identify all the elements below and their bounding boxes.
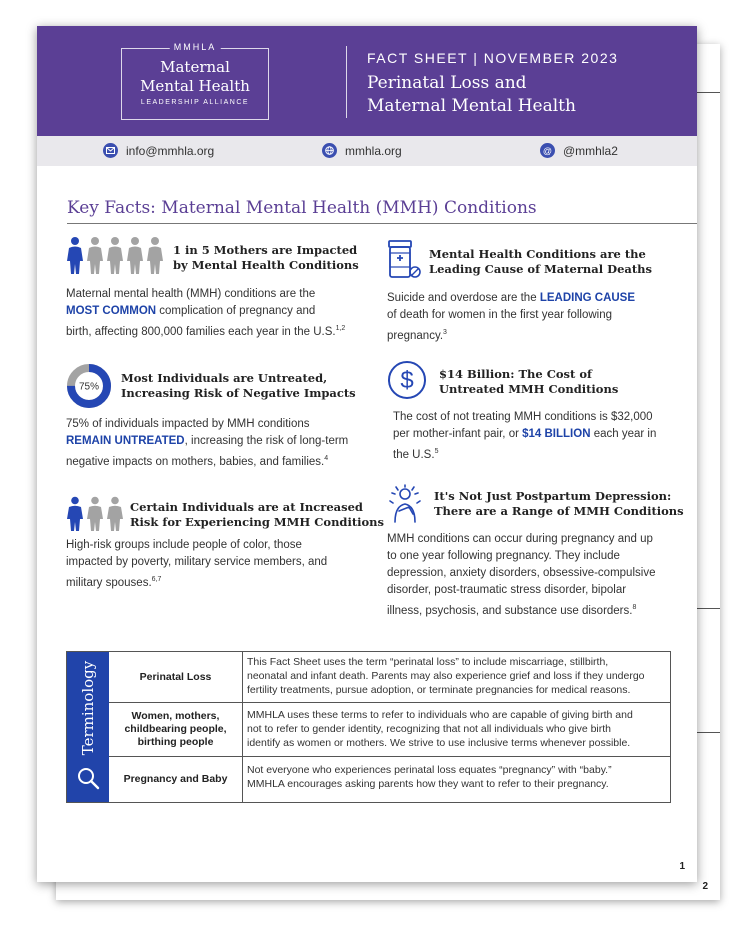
sheet-label: FACT SHEET | NOVEMBER 2023 <box>367 50 619 66</box>
contact-social[interactable] <box>540 143 618 158</box>
heading-line: There are a Range of MMH Conditions <box>434 504 684 518</box>
page-title <box>367 72 576 118</box>
globe-icon <box>322 143 337 158</box>
term-definition <box>247 763 667 791</box>
body-line: impacted by poverty, military service members, and <box>66 556 328 568</box>
fact-range-heading <box>434 489 684 519</box>
heading-line: Mental Health Conditions are the <box>429 247 646 261</box>
body-text: each year in <box>593 428 657 440</box>
definition-line: identify as women or mothers. We strive to use inclusive terms whenever possible. <box>247 737 631 749</box>
definition-line: fertility treatments, pursue adoption, or terminate pregnancies for medical reasons. <box>247 684 631 696</box>
heading-line: Untreated MMH Conditions <box>439 382 619 396</box>
fact-leading-heading <box>429 247 652 277</box>
definition-line: MMHLA uses these terms to refer to individuals who are capable of giving birth and <box>247 709 633 721</box>
dollar-icon <box>387 360 427 400</box>
body-line: of death for women in the first year following <box>387 309 613 321</box>
logo-acronym: MMHLA <box>170 42 221 52</box>
definition-line: neonatal and infant death. Parents may also experience grief and loss if they undergo <box>247 670 645 682</box>
terminology-row <box>109 757 670 802</box>
heading-line: Leading Cause of Maternal Deaths <box>429 262 652 276</box>
body-text: illness, psychosis, and substance use disorders. <box>387 604 633 617</box>
heading-line: Increasing Risk of Negative Impacts <box>121 386 356 400</box>
back-page-number: 2 <box>702 881 708 892</box>
reference: 6,7 <box>151 576 162 583</box>
fact-cost-heading <box>439 367 618 397</box>
fact-risk-heading <box>130 500 384 530</box>
term-label: Perinatal Loss <box>109 652 243 702</box>
section-title: Key Facts: Maternal Mental Health (MMH) Conditions <box>67 198 537 218</box>
contact-bar <box>37 136 697 166</box>
email-link[interactable]: info@mmhla.org <box>126 143 215 158</box>
body-line: MMH conditions can occur during pregnancy and up <box>387 533 653 545</box>
logo-name-line2: Mental Health <box>140 77 250 95</box>
at-sign-icon: @ <box>540 143 555 158</box>
heading-line: It's Not Just Postpartum Depression: <box>434 489 672 503</box>
label-line: birthing people <box>137 736 214 748</box>
body-text: military spouses. <box>66 576 152 589</box>
fact-untreated-body <box>66 416 381 471</box>
body-line: to one year following pregnancy. They include <box>387 550 620 562</box>
body-line: 75% of individuals impacted by MMH conditions <box>66 418 310 430</box>
body-line: Maternal mental health (MMH) conditions are the <box>66 288 316 300</box>
header <box>37 26 697 136</box>
svg-text:$: $ <box>400 367 414 394</box>
title-line1: Perinatal Loss and <box>367 73 527 93</box>
donut-label: 75% <box>78 381 100 393</box>
body-text: the U.S. <box>393 448 435 461</box>
heading-line: Most Individuals are Untreated, <box>121 371 328 385</box>
term-definition <box>247 655 667 697</box>
body-text: complication of pregnancy and <box>159 305 316 317</box>
definition-line: not to refer to gender identity, recognizing that not all individuals who give birth <box>247 723 612 735</box>
highlight-text: LEADING CAUSE <box>539 292 636 304</box>
people-icon <box>66 236 166 276</box>
fact-leading-body <box>387 290 687 345</box>
definition-line: MMHLA encourages asking parents how they want to refer to their pregnancy. <box>247 778 609 790</box>
fact-sheet-page <box>37 26 697 882</box>
social-handle: @mmhla2 <box>563 143 618 158</box>
reference: 3 <box>443 329 447 336</box>
section-rule <box>67 223 697 224</box>
heading-line: $14 Billion: The Cost of <box>439 367 592 381</box>
body-line: depression, anxiety disorders, obsessive-compulsive <box>387 567 656 579</box>
title-line2: Maternal Mental Health <box>367 96 576 116</box>
body-line: High-risk groups include people of color, those <box>66 539 302 551</box>
reference: 5 <box>434 448 439 455</box>
page-number: 1 <box>679 861 685 872</box>
body-text: pregnancy. <box>387 329 444 342</box>
logo <box>121 42 269 120</box>
contact-email[interactable] <box>103 143 214 158</box>
fact-risk-body <box>66 537 381 592</box>
fact-untreated-heading <box>121 371 356 401</box>
highlight-text: MOST COMMON <box>66 305 157 317</box>
body-text: per mother-infant pair, or <box>393 428 519 440</box>
fact-range-body <box>387 531 697 620</box>
body-text: , increasing the risk of long-term <box>184 435 349 447</box>
stressed-person-icon <box>387 484 427 524</box>
medicine-bottle-icon <box>387 239 421 281</box>
terminology-title: Terminology <box>79 660 97 756</box>
website-link[interactable]: mmhla.org <box>345 143 402 158</box>
body-text: negative impacts on mothers, babies, and families. <box>66 455 325 468</box>
fact-impacted-heading <box>173 243 359 273</box>
heading-line: by Mental Health Conditions <box>173 258 359 272</box>
terminology-sidebar <box>67 652 109 802</box>
reference: 8 <box>632 604 637 611</box>
body-text: birth, affecting 800,000 families each year in the U.S. <box>66 325 336 338</box>
reference: 1,2 <box>335 325 346 332</box>
contact-website[interactable] <box>322 143 402 158</box>
term-label <box>109 703 243 756</box>
group-people-icon <box>66 496 126 532</box>
email-icon <box>103 143 118 158</box>
body-text: Suicide and overdose are the <box>387 292 537 304</box>
reference: 4 <box>324 455 329 462</box>
magnifier-icon <box>76 766 100 790</box>
percent-donut-icon <box>66 363 112 409</box>
fact-cost-body <box>393 409 693 464</box>
heading-line: Risk for Experiencing MMH Conditions <box>130 515 385 529</box>
logo-tagline: LEADERSHIP ALLIANCE <box>140 99 250 106</box>
body-line: The cost of not treating MMH conditions is $32,000 <box>393 411 653 423</box>
fact-impacted-body <box>66 286 381 341</box>
definition-line: Not everyone who experiences perinatal loss equates “pregnancy” with “baby.” <box>247 764 612 776</box>
term-definition <box>247 708 667 750</box>
terminology-table <box>66 651 671 803</box>
heading-line: Certain Individuals are at Increased <box>130 500 363 514</box>
terminology-row <box>109 703 670 757</box>
label-line: childbearing people, <box>124 723 227 735</box>
label-line: Women, mothers, <box>131 710 220 722</box>
highlight-text: $14 BILLION <box>522 428 591 440</box>
logo-name-line1: Maternal <box>160 58 230 76</box>
definition-line: This Fact Sheet uses the term “perinatal loss” to include miscarriage, stillbirth, <box>247 656 609 668</box>
heading-line: 1 in 5 Mothers are Impacted <box>173 243 358 257</box>
body-line: disorder, post-traumatic stress disorder, bipolar <box>387 584 627 596</box>
terminology-row <box>109 652 670 703</box>
term-label: Pregnancy and Baby <box>109 757 243 802</box>
header-divider <box>346 46 347 118</box>
highlight-text: REMAIN UNTREATED <box>66 435 185 447</box>
